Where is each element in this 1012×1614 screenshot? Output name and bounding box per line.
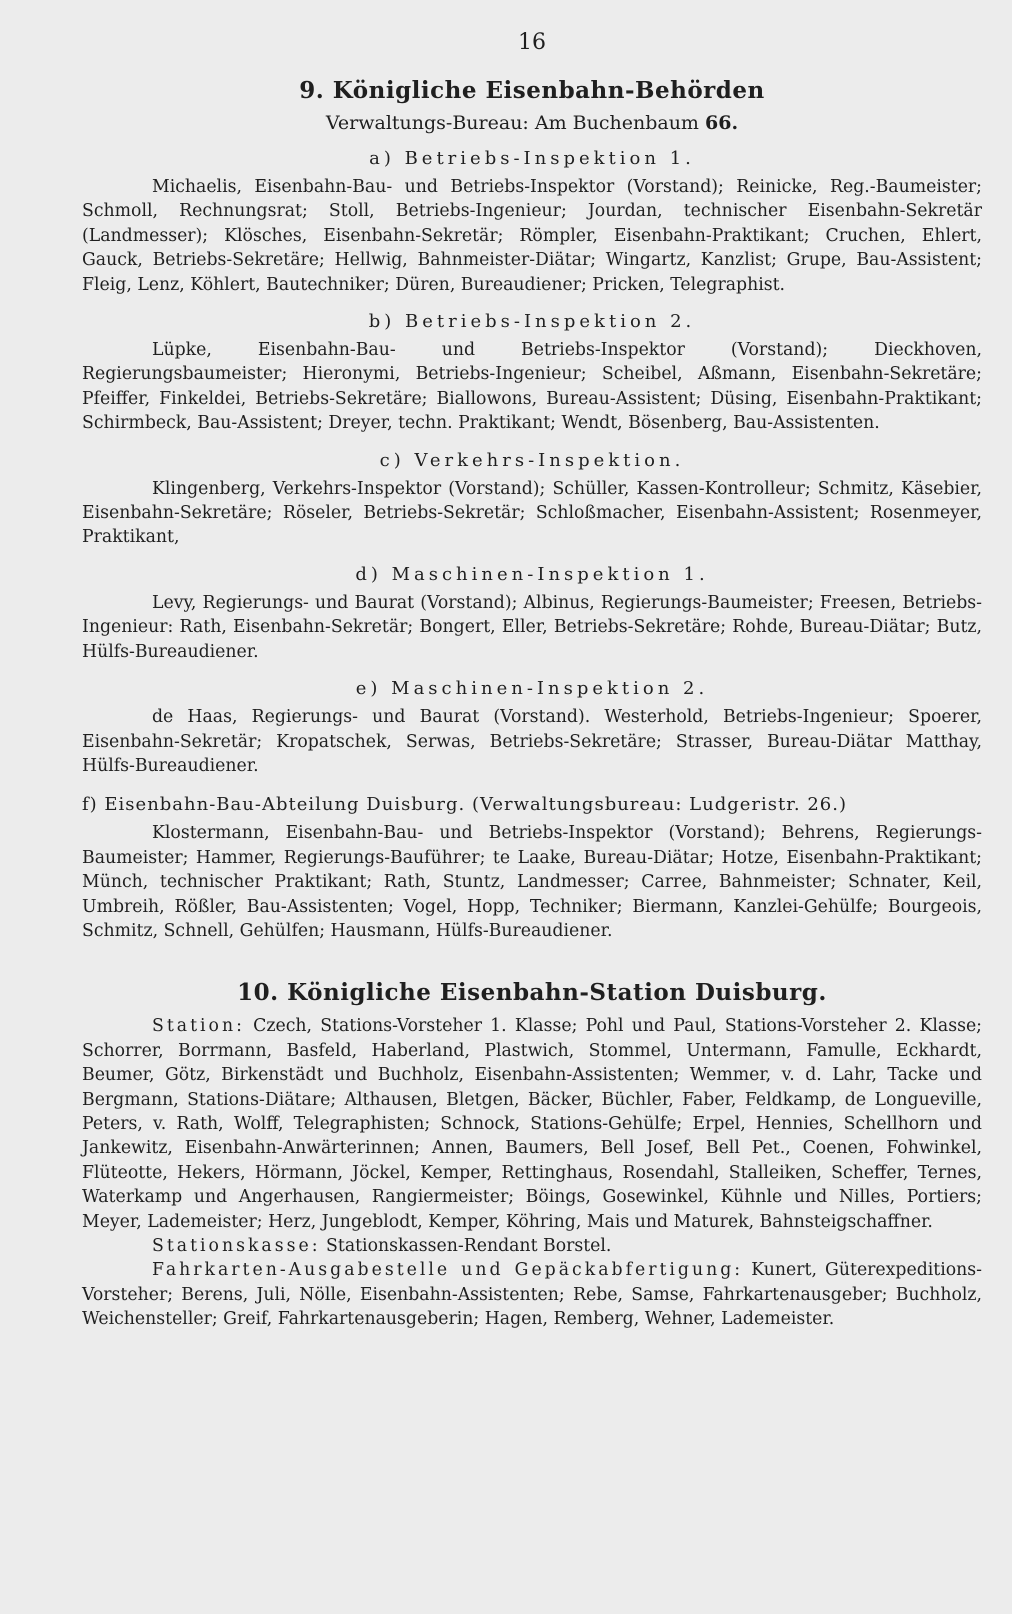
paragraph-b: Lüpke, Eisenbahn-Bau- und Betriebs-Inspektor (Vorstand); Dieckhoven, Regierungsbaumeister; Hieronymi, Betriebs-Ingenieur; Scheibel, Aßmann, Eisenbahn-Sekretäre; Pfeiffer, Finkeldei, Betriebs-Sekretäre; Biallowons, Bureau-Assistent; Düsing, Eisenbahn-Praktikant; Schirmbeck, Bau-Assistent; Dreyer, techn. Praktikant; Wendt, Bösenberg, Bau-Assistenten. bbox=[82, 340, 982, 434]
station-lead: Station: bbox=[152, 1016, 245, 1037]
sub-heading-a: a) Betriebs-Inspektion 1. bbox=[369, 148, 695, 169]
fahrkarten-text: Kunert, Güterexpeditions-Vorsteher; Berens, Juli, Nölle, Eisenbahn-Assistenten; Rebe, Samse, Fahrkartenausgeber; Buchholz, Weichensteller; Greif, Fahrkartenausgeberin; Hagen, Remberg, Wehner, Lademeister. bbox=[82, 1260, 982, 1330]
paragraph-e: de Haas, Regierungs- und Baurat (Vorstand). Westerhold, Betriebs-Ingenieur; Spoerer, Eisenbahn-Sekretär; Kropatschek, Serwas, Betriebs-Sekretäre; Strasser, Bureau-Diätar Matthay, Hülfs-Bureaudiener. bbox=[82, 707, 982, 776]
page-number: 16 bbox=[518, 30, 546, 55]
sub-heading-d: d) Maschinen-Inspektion 1. bbox=[355, 563, 709, 585]
paragraph-f: Klostermann, Eisenbahn-Bau- und Betriebs-Inspektor (Vorstand); Behrens, Regierungs-Baumeister; Hammer, Regierungs-Bauführer; te Laake, Bureau-Diätar; Hotze, Eisenbahn-Praktikant; Münch, technischer Praktikant; Rath, Stuntz, Landmesser; Carree, Bahnmeister; Schnater, Keil, Umbreih, Rößler, Bau-Assistenten; Vogel, Hopp, Techniker; Biermann, Kanzlei-Gehülfe; Bourgeois, Schmitz, Schnell, Gehülfen; Hausmann, Hülfs-Bureaudiener. bbox=[82, 823, 982, 941]
paragraph-fahrkarten bbox=[82, 1258, 982, 1331]
sub-heading-c: c) Verkehrs-Inspektion. bbox=[379, 449, 685, 471]
paragraph-stationskasse bbox=[82, 1234, 982, 1258]
section-10 bbox=[82, 979, 982, 1331]
subtitle-number: 66. bbox=[705, 112, 739, 134]
fahrkarten-lead: Fahrkarten-Ausgabestelle und Gepäckabfertigung: bbox=[152, 1260, 744, 1281]
paragraph-a: Michaelis, Eisenbahn-Bau- und Betriebs-Inspektor (Vorstand); Reinicke, Reg.-Baumeister; Schmoll, Rechnungsrat; Stoll, Betriebs-Ingenieur; Jourdan, technischer Eisenbahn-Sekretär (Landmesser); Klösches, Eisenbahn-Sekretär; Römpler, Eisenbahn-Praktikant; Cruchen, Ehlert, Gauck, Betriebs-Sekretäre; Hellwig, Bahnmeister-Diätar; Wingartz, Kanzlist; Grupe, Bau-Assistent; Fleig, Lenz, Köhlert, Bautechniker; Düren, Bureaudiener; Pricken, Telegraphist. bbox=[82, 177, 982, 295]
stationskasse-lead: Stationskasse: bbox=[152, 1236, 321, 1256]
station-text: Czech, Stations-Vorsteher 1. Klasse; Pohl und Paul, Stations-Vorsteher 2. Klasse; Schorrer, Borrmann, Basfeld, Haberland, Plastwich, Stommel, Untermann, Famulle, Eckhardt, Beumer, Götz, Birkenstädt und Buchholz, Eisenbahn-Assistenten; Wemmer, v. d. Lahr, Tacke und Bergmann, Stations-Diätare; Althausen, Bletgen, Bäcker, Büchler, Faber, Feldkamp, de Longueville, Peters, v. Rath, Wolff, Telegraphisten; Schnock, Stations-Gehülfe; Erpel, Hennies, Schellhorn und Jankewitz, Eisenbahn-Anwärterinnen; Annen, Baumers, Bell Josef, Bell Pet., Coenen, Fohwinkel, Flüteotte, Hekers, Hörmann, Jöckel, Kemper, Rettinghaus, Rosendahl, Stalleiken, Scheffer, Ternes, Waterkamp und Angerhausen, Rangiermeister; Böings, Gosewinkel, Kühnle und Nilles, Portiers; Meyer, Lademeister; Herz, Jungeblodt, Kemper, Köhring, Mais und Maturek, Bahnsteigschaffner. bbox=[82, 1016, 983, 1232]
paragraph-station bbox=[82, 1014, 982, 1234]
stationskasse-text: Stationskassen-Rendant Borstel. bbox=[326, 1236, 612, 1256]
paragraph-c: Klingenberg, Verkehrs-Inspektor (Vorstand); Schüller, Kassen-Kontrolleur; Schmitz, Käsebier, Eisenbahn-Sekretäre; Röseler, Betriebs-Sekretär; Schloßmacher, Eisenbahn-Assistent; Rosenmeyer, Praktikant, bbox=[82, 478, 982, 548]
section-9-title: 9. Königliche Eisenbahn-Behörden bbox=[299, 77, 765, 104]
sub-heading-e: e) Maschinen-Inspektion 2. bbox=[355, 678, 709, 700]
subtitle-text: Verwaltungs-Bureau: Am Buchenbaum bbox=[325, 112, 705, 134]
section-10-title: 10. Königliche Eisenbahn-Station Duisburg. bbox=[237, 979, 827, 1007]
sub-heading-b: b) Betriebs-Inspektion 2. bbox=[368, 311, 696, 333]
paragraph-d: Levy, Regierungs- und Baurat (Vorstand); Albinus, Regierungs-Baumeister; Freesen, Betriebs-Ingenieur: Rath, Eisenbahn-Sekretär; Bongert, Eller, Betriebs-Sekretäre; Rohde, Bureau-Diätar; Butz, Hülfs-Bureaudiener. bbox=[82, 592, 982, 662]
sub-heading-f: f) Eisenbahn-Bau-Abteilung Duisburg. (Verwaltungsbureau: Ludgeristr. 26.) bbox=[82, 794, 847, 816]
section-9-subtitle bbox=[82, 112, 982, 134]
